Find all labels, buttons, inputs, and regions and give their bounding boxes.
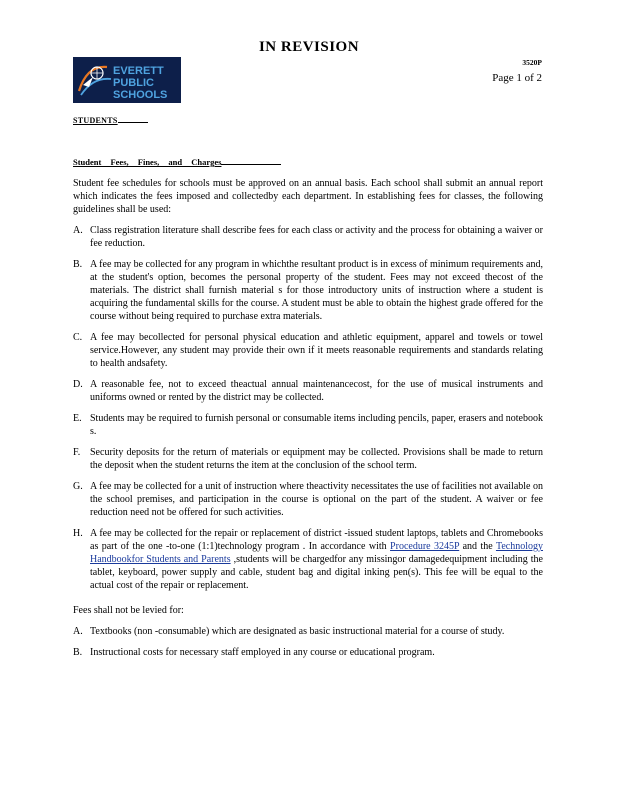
fees-not-levied-label: Fees shall not be levied for: <box>73 605 184 616</box>
page-number: Page 1 of 2 <box>492 72 542 84</box>
list-item-text: A fee may be collected for any program in whichthe resultant product is in excess of minimum requirements and, at the student's option, becomes the personal property of the student. Fees may not exceed thecost of the materials. The district shall furnish material s for those introductory units of instruction where a student is acquiring the fundamental skills for the course. A student must be able to obtain the highest grade offered for the course without being required to purchase extra materials. <box>90 259 543 322</box>
list-item-text: Instructional costs for necessary staff employed in any course or educational program. <box>90 647 435 658</box>
list-item <box>73 258 543 323</box>
document-title: IN REVISION <box>258 39 360 55</box>
list-marker: D. <box>73 379 83 390</box>
list-item-text: Security deposits for the return of materials or equipment may be collected. Provisions shall be made to return the deposit when the student returns the item at the conclusion of the school term. <box>90 447 543 471</box>
list-item-text: A fee may becollected for personal physical education and athletic equipment, apparel and towels or towel service.However, any student may provide their own if it meets reasonable requirements and standards relating to health andsafety. <box>90 332 543 369</box>
procedure-3245p-link[interactable]: Procedure 3245P <box>390 541 460 552</box>
guidelines-list <box>73 224 543 592</box>
list-marker: F. <box>73 447 81 458</box>
list-item-text: Textbooks (non -consumable) which are designated as basic instructional material for a course of study. <box>90 626 505 637</box>
list-item <box>73 378 543 404</box>
intro-paragraph: Student fee schedules for schools must be approved on an annual basis. Each school shall submit an annual report which indicates the fees imposed and collectedby each department. In establishing fees for classes, the following guidelines shall be used: <box>73 178 543 215</box>
list-item <box>73 412 543 438</box>
not-levied-list <box>73 625 543 659</box>
list-marker: E. <box>73 413 82 424</box>
list-marker: A. <box>73 626 83 637</box>
everett-public-schools-logo <box>73 57 181 103</box>
policy-heading-text: Student Fees, Fines, and Charges <box>73 157 222 167</box>
list-marker: A. <box>73 225 83 236</box>
list-item <box>73 480 543 519</box>
list-marker: B. <box>73 259 83 270</box>
list-marker: C. <box>73 332 83 343</box>
document-body <box>73 177 543 667</box>
list-item <box>73 331 543 370</box>
list-marker: G. <box>73 481 83 492</box>
list-item <box>73 224 543 250</box>
list-item-text: A fee may be collected for a unit of instruction where theactivity necessitates the use of facilities not available on the school premises, and participation in the course is optional on the part of the student. A waiver or fee reduction need not be offered for such activities. <box>90 481 543 518</box>
technology-handbook-link[interactable]: Technology Handbookfor Students and Parents <box>90 541 544 565</box>
list-item-text: Class registration literature shall describe fees for each class or activity and the process for obtaining a waiver or fee reduction. <box>90 225 543 249</box>
list-item <box>73 646 543 659</box>
item-h-text-after: ,students will be chargedfor any missingor damagedequipment including the tablet, keyboard, power supply and cable, student bag and digital inking pen(s). This fee will be equal to the actual cost of the repair or replacement. <box>90 554 543 591</box>
logo-text-line1: EVERETT <box>113 65 164 77</box>
policy-heading <box>73 157 281 167</box>
logo-graphic <box>73 57 181 103</box>
list-item <box>73 625 543 638</box>
policy-number: 3520P <box>522 58 542 67</box>
list-item-text: A reasonable fee, not to exceed theactual annual maintenancecost, for the use of musical instruments and uniforms owned or rented by the district may be collected. <box>90 379 543 403</box>
list-item-text: Students may be required to furnish personal or consumable items including pencils, paper, erasers and notebook s. <box>90 413 543 437</box>
list-item-h <box>73 527 543 592</box>
section-label <box>73 116 148 125</box>
list-marker: H. <box>73 528 83 539</box>
section-label-text: STUDENTS <box>73 116 118 125</box>
logo-text-line3: SCHOOLS <box>113 89 168 101</box>
list-item <box>73 446 543 472</box>
item-h-text-middle: and the <box>459 541 496 552</box>
logo-text-line2: PUBLIC <box>113 77 154 89</box>
list-marker: B. <box>73 647 83 658</box>
item-h-text-before: A fee may be collected for the repair or replacement of district -issued student laptops, tablets and Chromebooks as part of the one -to-one (1:1)technology program . In accordance with <box>90 528 543 552</box>
